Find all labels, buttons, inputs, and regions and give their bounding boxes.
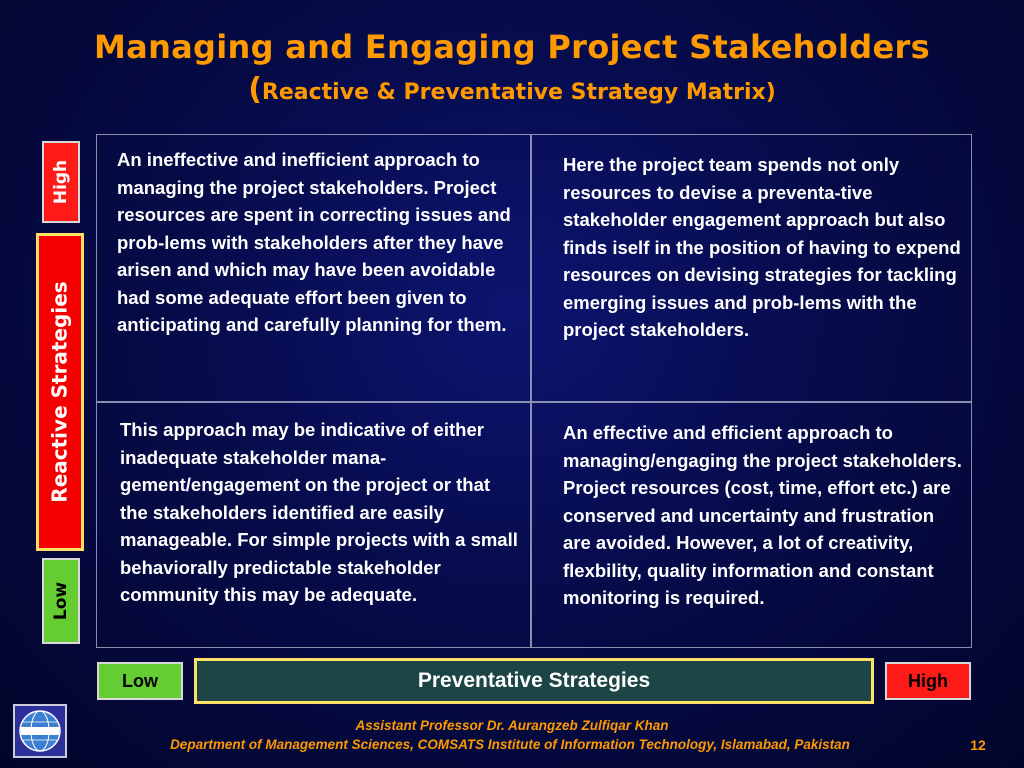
vertical-low-label (42, 558, 80, 644)
matrix-cell-low-reactive-low-preventative: This approach may be indicative of either inadequate stakeholder mana-gement/engagement on the project or that the stakeholders identified are easily manageable. For simple projects with a small behaviorally predictable stakeholder community this may be adequate. (120, 419, 518, 605)
vertical-high-label (42, 141, 80, 223)
preventative-strategies-axis-label: Preventative Strategies (194, 658, 874, 704)
footer-author: Assistant Professor Dr. Aurangzeb Zulfiqar Khan (355, 718, 669, 733)
subtitle-text: Reactive & Preventative Strategy Matrix) (261, 80, 776, 105)
grid-top-border (96, 134, 972, 135)
matrix-cell-high-reactive-high-preventative: Here the project team spends not only resources to devise a preventa-tive stakeholder engagement approach but also finds iself in the position of having to expend resources on devising strategies for tackling emerging issues and prob-lems with the project stakeholders. (563, 154, 961, 340)
grid-bottom-border (96, 647, 972, 648)
page-number: 12 (970, 737, 986, 753)
matrix-cell-high-reactive-low-preventative: An ineffective and inefficient approach to managing the project stakeholders. Project resources are spent in correcting issues and prob-lems with stakeholders after they have arisen and which may have been avoidable had some adequate effort been given to anticipating and carefully planning for them. (117, 149, 511, 335)
slide-title: Managing and Engaging Project Stakeholders (94, 28, 930, 66)
grid-middle-horizontal (96, 401, 972, 403)
reactive-strategies-text: Reactive Strategies (48, 281, 73, 503)
grid-middle-vertical (530, 134, 532, 648)
matrix-cell-low-reactive-high-preventative: An effective and efficient approach to managing/engaging the project stakeholders. Project resources (cost, time, effort etc.) are conserved and uncertainty and frustration are avoided. However, a lot of creativity, flexbility, quality information and constant monitoring is required. (563, 422, 962, 608)
grid-right-border (971, 134, 972, 648)
vertical-high-text: High (51, 159, 72, 205)
footer-department: Department of Management Sciences, COMSATS Institute of Information Technology, Islamabad, Pakistan (170, 737, 850, 752)
slide-subtitle (0, 72, 1024, 107)
reactive-strategies-axis-label (36, 233, 84, 551)
vertical-low-text: Low (51, 581, 71, 621)
subtitle-paren: ( (248, 72, 262, 107)
horizontal-high-label: High (885, 662, 971, 700)
horizontal-low-label: Low (97, 662, 183, 700)
grid-left-border (96, 134, 97, 648)
